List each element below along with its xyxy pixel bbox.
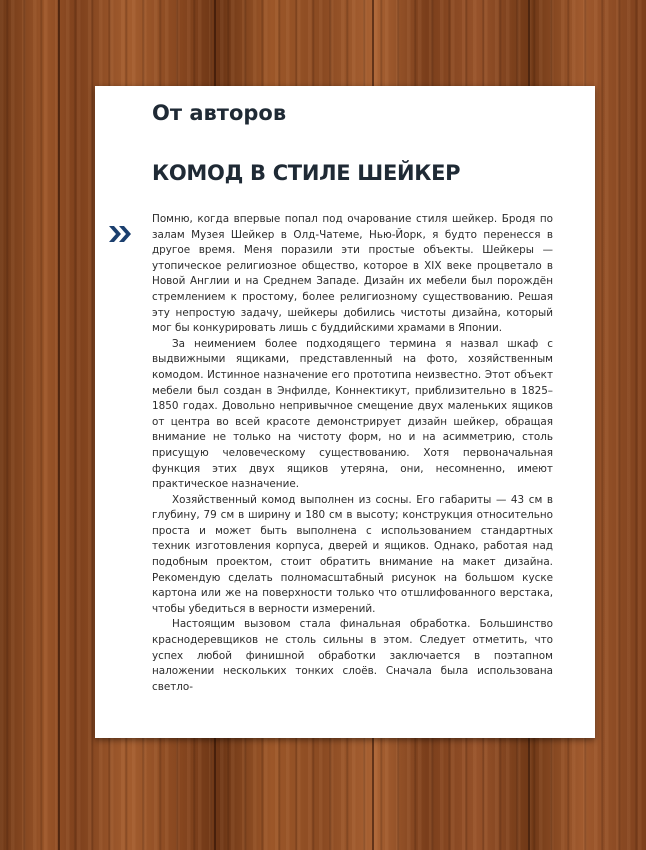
paragraph: За неимением более подходящего термина я назвал шкаф с выдвижными ящиками, представленный на фото, хозяйственным комодом. Истинное назначение его прототипа неизвестно. Этот объект мебели был создан в Энфилде, Коннектикут, приблизительно в 1825–1850 годах. Довольно непривычное смещение двух маленьких ящиков от центра во всей красоте демонстрирует дизайн шейкер, обращая внимание не только на чистоту форм, но и на асимметрию, столь присущую человеческому существованию. Хотя первоначальная функция этих двух ящиков утеряна, они, несомненно, имеют практическое назначение.: [152, 337, 553, 491]
plank-seam: [58, 0, 60, 850]
book-page: [95, 86, 595, 738]
section-label: От авторов: [152, 101, 287, 125]
article-body: [152, 212, 553, 695]
page-title: КОМОД В СТИЛЕ ШЕЙКЕР: [152, 161, 461, 185]
paragraph: Хозяйственный комод выполнен из сосны. Его габариты — 43 см в глубину, 79 см в ширину и 180 см в высоту; конструкция относительно проста и может быть выполнена с использованием стандартных техник изготовления корпуса, дверей и ящиков. Однако, работая над подобным проектом, стоит обратить внимание на макет дизайна. Рекомендую сделать полномасштабный рисунок на большом куске картона или же на поверхности только что отшлифованного верстака, чтобы убедиться в верности измерений.: [152, 493, 553, 615]
paragraph: Настоящим вызовом стала финальная обработка. Большинство краснодеревщиков не столь сильны в этом. Следует отметить, что успех любой финишной обработки заключается в поэтапном наложении нескольких тонких слоёв. Сначала была использована светло-: [152, 618, 553, 693]
double-chevron-right-icon: [108, 223, 132, 245]
paragraph: Помню, когда впервые попал под очарование стиля шейкер. Бродя по залам Музея Шейкер в Олд-Чатеме, Нью-Йорк, я будто перенесся в другое время. Меня поразили эти простые объекты. Шейкеры — утопическое религиозное общество, которое в XIX веке процветало в Новой Англии и на Среднем Западе. Дизайн их мебели был порождён стремлением к простому, более религиозному существованию. Решая эту непростую задачу, шейкеры добились чистоты дизайна, который мог бы конкурировать лишь с буддийскими храмами в Японии.: [152, 213, 553, 335]
